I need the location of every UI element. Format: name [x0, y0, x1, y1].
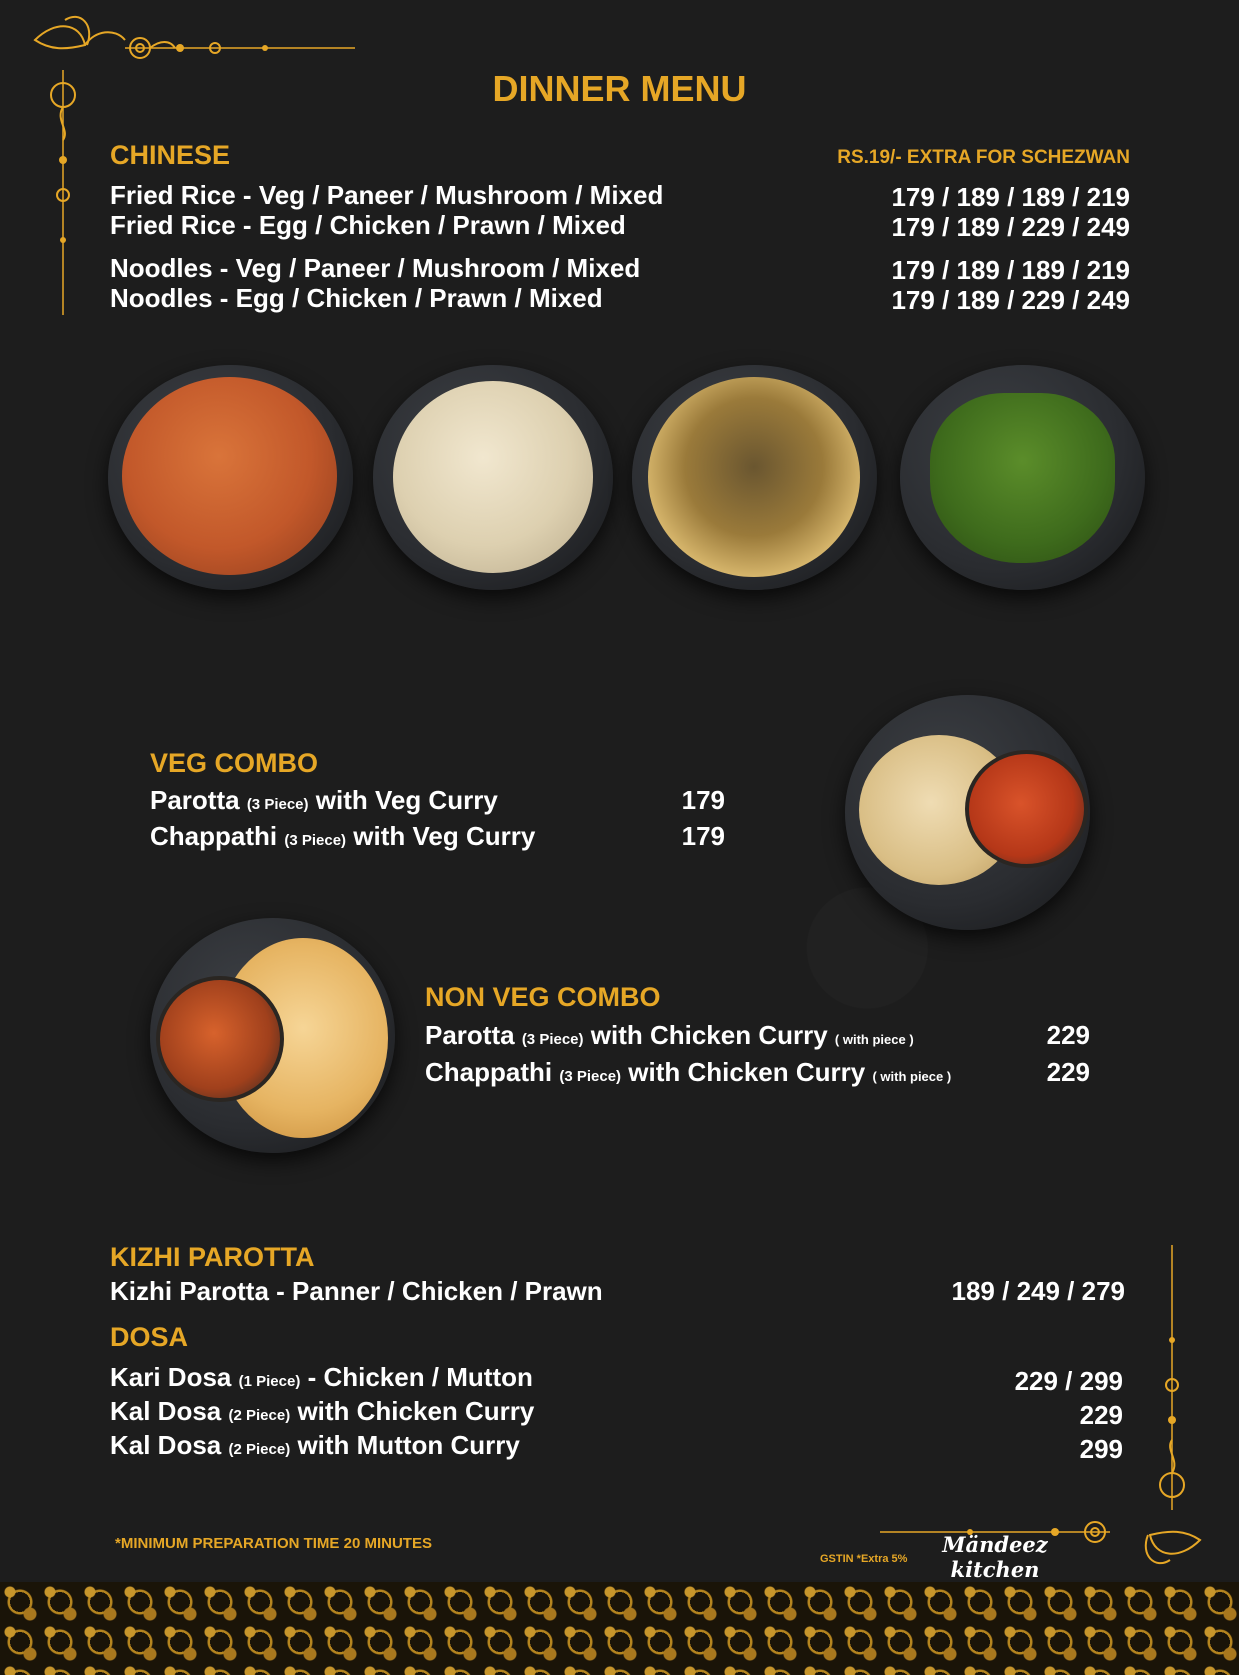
menu-item [110, 1430, 520, 1461]
veg-combo-heading: VEG COMBO [150, 748, 319, 778]
menu-item [150, 785, 498, 816]
menu-item-price: 229 [1046, 1020, 1090, 1050]
noodles-plate [373, 365, 613, 590]
menu-item [150, 821, 535, 852]
item-description: with Veg Curry [353, 821, 536, 851]
gst-note: GSTIN *Extra 5% [820, 1553, 908, 1565]
brand-name: Mändeez kitchen [942, 1532, 1048, 1582]
page-title: DINNER MENU [492, 68, 747, 109]
item-quantity: (3 Piece) [559, 1068, 622, 1085]
menu-item-name: Fried Rice - Egg / Chicken / Prawn / Mixed [110, 210, 626, 240]
menu-item-price: 179 [681, 821, 725, 851]
item-quantity: (2 Piece) [228, 1407, 291, 1424]
banana-leaf-parcel-plate [900, 365, 1145, 590]
parotta-veg-curry-plate [845, 695, 1090, 930]
item-note: ( with piece ) [872, 1069, 952, 1084]
menu-item [425, 1057, 951, 1088]
chinese-heading: CHINESE [110, 140, 231, 170]
menu-item-price: 299 [1079, 1434, 1123, 1464]
item-quantity: (3 Piece) [521, 1031, 584, 1048]
menu-item-price: 179 [681, 785, 725, 815]
menu-item-price: 179 / 189 / 189 / 219 [891, 255, 1130, 285]
item-description: - Chicken / Mutton [307, 1362, 533, 1392]
menu-item-price: 229 / 299 [1014, 1366, 1123, 1396]
menu-item-name: Noodles - Egg / Chicken / Prawn / Mixed [110, 283, 603, 313]
kizhi-dosa-plate [632, 365, 877, 590]
menu-item [110, 1362, 533, 1393]
menu-item-name: Kizhi Parotta - Panner / Chicken / Prawn [110, 1276, 603, 1306]
item-name: Kal Dosa [110, 1396, 222, 1426]
item-name: Kal Dosa [110, 1430, 222, 1460]
menu-item-price: 189 / 249 / 279 [951, 1276, 1125, 1306]
menu-item-price: 179 / 189 / 189 / 219 [891, 182, 1130, 212]
decorative-border [0, 1582, 1239, 1675]
item-name: Parotta [150, 785, 240, 815]
item-description: with Chicken Curry [590, 1020, 828, 1050]
parotta-chicken-curry-plate [150, 918, 395, 1153]
menu-item-name: Noodles - Veg / Paneer / Mushroom / Mixed [110, 253, 641, 283]
preparation-time-note: *MINIMUM PREPARATION TIME 20 MINUTES [115, 1535, 432, 1552]
menu-item [425, 1020, 914, 1051]
menu-item-price: 229 [1046, 1057, 1090, 1087]
item-note: ( with piece ) [834, 1032, 914, 1047]
item-description: with Chicken Curry [297, 1396, 535, 1426]
item-quantity: (2 Piece) [228, 1441, 291, 1458]
item-name: Chappathi [150, 821, 278, 851]
item-description: with Chicken Curry [628, 1057, 866, 1087]
menu-item [110, 1396, 534, 1427]
item-quantity: (3 Piece) [246, 796, 309, 813]
menu-item-price: 229 [1079, 1400, 1123, 1430]
item-quantity: (1 Piece) [238, 1373, 301, 1390]
dosa-heading: DOSA [110, 1322, 189, 1352]
schezwan-note: RS.19/- EXTRA FOR SCHEZWAN [837, 147, 1130, 168]
menu-item-price: 179 / 189 / 229 / 249 [891, 285, 1130, 315]
fried-rice-plate [108, 365, 353, 590]
menu-item-name: Fried Rice - Veg / Paneer / Mushroom / Mixed [110, 180, 664, 210]
kizhi-heading: KIZHI PAROTTA [110, 1242, 315, 1272]
item-name: Chappathi [425, 1057, 553, 1087]
item-description: with Veg Curry [315, 785, 498, 815]
non-veg-combo-heading: NON VEG COMBO [425, 982, 661, 1012]
menu-item-price: 179 / 189 / 229 / 249 [891, 212, 1130, 242]
item-quantity: (3 Piece) [284, 832, 347, 849]
item-name: Kari Dosa [110, 1362, 232, 1392]
item-name: Parotta [425, 1020, 515, 1050]
item-description: with Mutton Curry [297, 1430, 520, 1460]
